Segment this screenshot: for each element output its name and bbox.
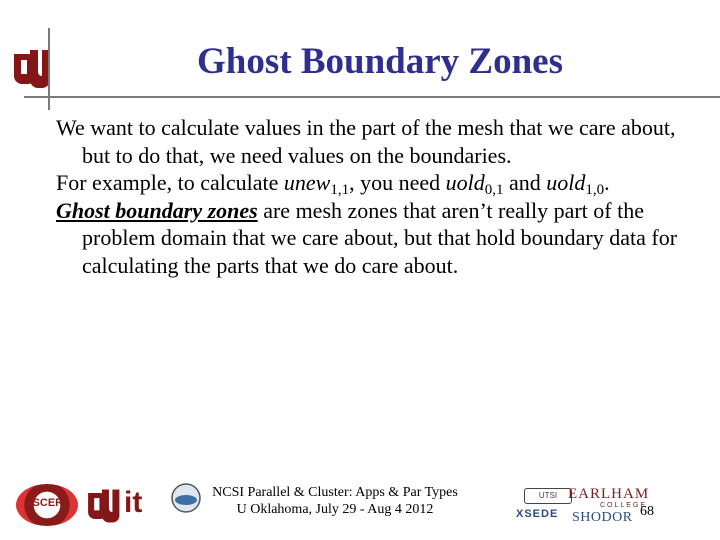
p2-end: . — [604, 170, 610, 195]
ou-footer-logo-icon — [84, 486, 120, 526]
paragraph-3 — [56, 197, 706, 280]
footer-line-1: NCSI Parallel & Cluster: Apps & Par Types — [212, 485, 458, 500]
oscer-logo — [16, 484, 78, 526]
p2-and: and — [503, 170, 547, 195]
var-uold-2: uold — [546, 170, 586, 195]
earlham-logo: EARLHAM — [568, 486, 650, 502]
footer-line-2: U Oklahoma, July 29 - Aug 4 2012 — [236, 502, 434, 517]
it-logo-text: it — [124, 486, 143, 519]
slide-body — [56, 114, 706, 279]
sub-unew: 1,1 — [330, 182, 350, 198]
paragraph-2 — [56, 169, 706, 197]
var-unew: unew — [283, 170, 331, 195]
xsede-logo: XSEDE — [516, 508, 559, 520]
sub-uold-1: 0,1 — [484, 182, 504, 198]
ou-logo-icon — [10, 46, 50, 92]
term-ghost-boundary-zones: Ghost boundary zones — [56, 197, 258, 223]
sub-uold-2: 1,0 — [585, 182, 605, 198]
p3-rest: are mesh zones that aren’t really part of the problem domain that we care about, but that hold boundary data for calculating the parts that we do care about. — [82, 197, 678, 278]
header-horizontal-rule — [24, 96, 720, 98]
shodor-logo: SHODOR — [572, 510, 633, 525]
slide-title: Ghost Boundary Zones — [197, 41, 563, 82]
paragraph-1: We want to calculate values in the part of the mesh that we care about, but to do that, we need values on the boundaries. — [56, 115, 676, 168]
var-uold-1: uold — [445, 170, 485, 195]
slide-number: 68 — [640, 504, 654, 519]
p2-lead: For example, to calculate — [56, 170, 284, 195]
oscer-logo-text: OSCER — [24, 497, 64, 509]
utsi-logo: UTSI — [524, 488, 572, 504]
p2-mid: , you need — [349, 170, 446, 195]
it-logo — [124, 486, 172, 526]
earlham-college-label: COLLEGE — [600, 502, 648, 509]
footer-caption — [196, 484, 474, 518]
